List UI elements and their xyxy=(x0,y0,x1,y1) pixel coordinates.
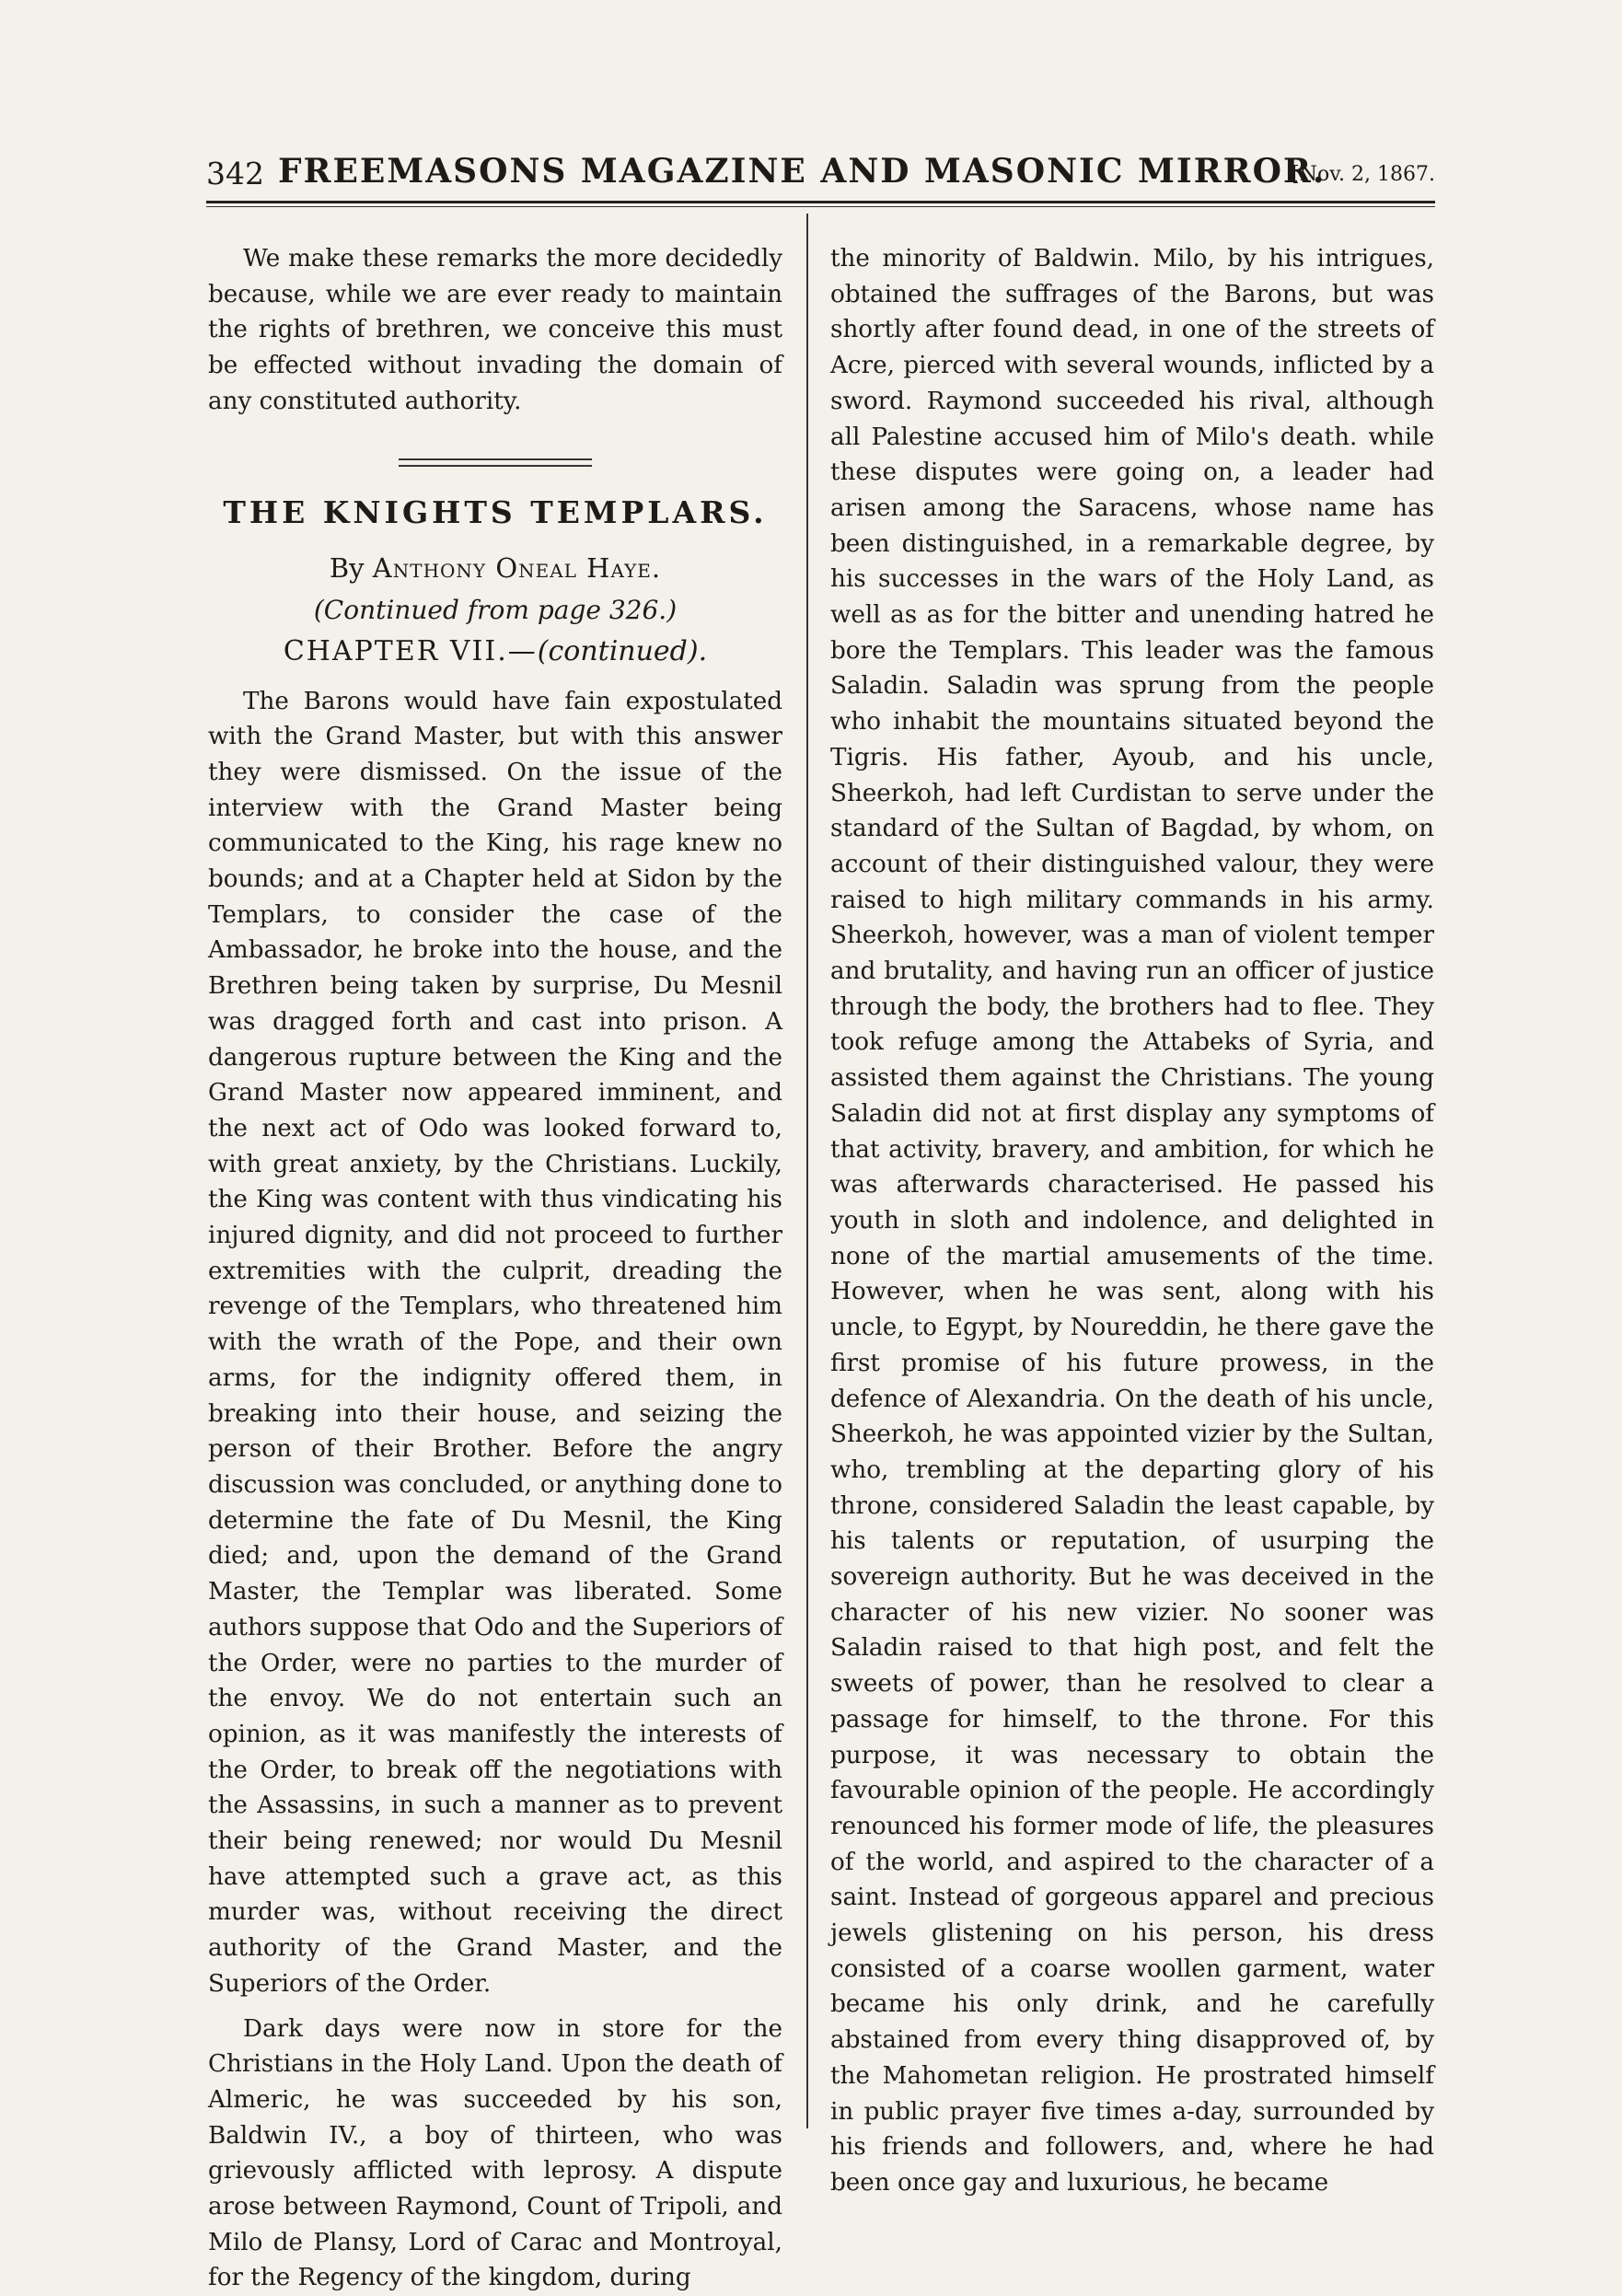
page-number: 342 xyxy=(206,156,264,191)
intro-paragraph: We make these remarks the more decidedly because, while we are ever ready to maintain the rights of brethren, we conceive this must be effected without invading the domain of any constituted authority. xyxy=(208,245,782,415)
continued-note-text: (Continued from page 326.) xyxy=(313,594,678,625)
left-column xyxy=(208,241,782,2296)
masthead-title: FREEMASONS MAGAZINE AND MASONIC MIRROR. xyxy=(278,152,1327,191)
chapter-note: (continued). xyxy=(537,634,708,667)
author-name: Anthony Oneal Haye. xyxy=(372,551,662,584)
continued-note xyxy=(208,592,782,629)
body-paragraph: Dark days were now in store for the Christians in the Holy Land. Upon the death of Almeric, he was succeeded by his son, Baldwin IV., a boy of thirteen, who was grievously afflicted with leprosy. A dispute arose between Raymond, Count of Tripoli, and Milo de Plansy, Lord of Carac and Montroyal, for the Regency of the kingdom, during xyxy=(208,2014,782,2292)
body-paragraph: The Barons would have fain expostulated with the Grand Master, but with this answer they were dismissed. On the issue of the interview with the Grand Master being communicated to the King, his rage knew no bounds; and at a Chapter held at Sidon by the Templars, to consider the case of the Ambassador, he broke into the house, and the Brethren being taken by surprise, Du Mesnil was dragged forth and cast into prison. A dangerous rupture between the King and the Grand Master now appeared imminent, and the next act of Odo was looked forward to, with great anxiety, by the Christians. Luckily, the King was content with thus vindicating his injured dignity, and did not proceed to further extremities with the culprit, dreading the revenge of the Templars, who threatened him with the wrath of the Pope, and their own arms, for the indignity offered them, in breaking into their house, and seizing the person of their Brother. Before the angry discussion was concluded, or anything done to determine the fate of Du Mesnil, the King died; and, upon the demand of the Grand Master, the Templar was liberated. Some authors suppose that Odo and the Superiors of the Order, were no parties to the murder of the envoy. We do not entertain such an opinion, as it was manifestly the interests of the Order, to break off the negotiations with the Assassins, in such a manner as to prevent their being renewed; nor would Du Mesnil have attempted such a grave act, as this murder was, without receiving the direct authority of the Grand Master, and the Superiors of the Order. xyxy=(208,687,782,1998)
byline xyxy=(208,550,782,586)
issue-date: [Nov. 2, 1867. xyxy=(1292,163,1435,186)
column-divider xyxy=(806,214,808,2128)
article-title: THE KNIGHTS TEMPLARS. xyxy=(223,493,768,530)
section-separator xyxy=(399,458,592,467)
chapter-heading xyxy=(208,632,782,671)
header-rule-thin xyxy=(206,206,1435,207)
byline-prefix: By xyxy=(329,551,365,584)
header-rule-thick xyxy=(206,201,1435,203)
body-paragraph-continued: the minority of Baldwin. Milo, by his intrigues, obtained the suffrages of the Barons, but was shortly after found dead, in one of the streets of Acre, pierced with several wounds, inflicted by a sword. Raymond succeeded his rival, although all Palestine accused him of Milo's death. while these disputes were going on, a leader had arisen among the Saracens, whose name has been distinguished, in a remarkable degree, by his successes in the wars of the Holy Land, as well as as for the bitter and unending hatred he bore the Templars. This leader was the famous Saladin. Saladin was sprung from the people who inhabit the mountains situated beyond the Tigris. His father, Ayoub, and his uncle, Sheerkoh, had left Curdistan to serve under the standard of the Sultan of Bagdad, by whom, on account of their distinguished valour, they were raised to high military commands in his army. Sheerkoh, however, was a man of violent temper and brutality, and having run an officer of justice through the body, the brothers had to flee. They took refuge among the Attabeks of Syria, and assisted them against the Christians. The young Saladin did not at first display any symptoms of that activity, bravery, and ambition, for which he was afterwards characterised. He passed his youth in sloth and indolence, and delighted in none of the martial amusements of the time. However, when he was sent, along with his uncle, to Egypt, by Noureddin, he there gave the first promise of his future prowess, in the defence of Alexandria. On the death of his uncle, Sheerkoh, he was appointed vizier by the Sultan, who, trembling at the departing glory of his throne, considered Saladin the least capable, by his talents or reputation, of usurping the sovereign authority. But he was deceived in the character of his new vizier. No sooner was Saladin raised to that high post, and felt the sweets of power, than he resolved to clear a passage for himself, to the throne. For this purpose, it was necessary to obtain the favourable opinion of the people. He accordingly renounced his former mode of life, the pleasures of the world, and aspired to the character of a saint. Instead of gorgeous apparel and precious jewels glistening on his person, his dress consisted of a coarse woollen garment, water became his only drink, and he carefully abstained from every thing disapproved of, by the Mahometan religion. He prostrated himself in public prayer five times a-day, surrounded by his friends and followers, and, where he had been once gay and luxurious, he became xyxy=(830,245,1434,2197)
right-column xyxy=(830,241,1434,2201)
chapter-label: CHAPTER VII.— xyxy=(283,634,538,667)
running-head xyxy=(206,152,1435,194)
